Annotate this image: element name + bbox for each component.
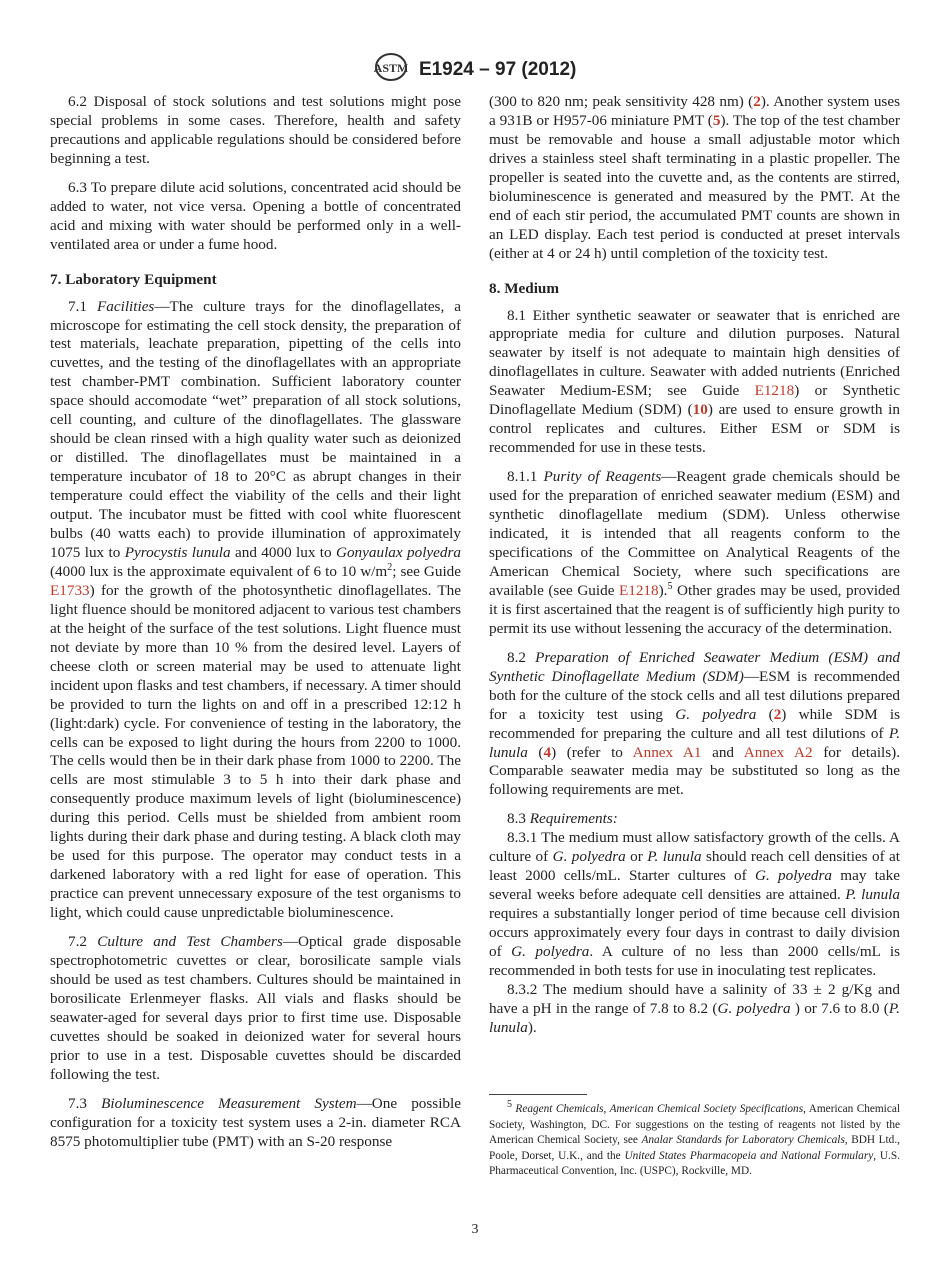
paragraph <box>489 93 900 264</box>
paragraph <box>489 981 900 1038</box>
paragraph <box>489 468 900 639</box>
reference-link[interactable]: 2 <box>773 705 782 723</box>
text-run: ). <box>527 1018 537 1036</box>
text-run: —One possible configuration for a toxicity test system uses a 2-in. diameter RCA 8575 photomultiplier tube (PMT) with an S-20 response <box>50 1094 461 1150</box>
text-run: , American Chemical Society, Washington, DC. For suggestions on the testing of reagents not listed by the American Chemical Society, see <box>489 1103 900 1146</box>
reference-link[interactable]: Annex A1 <box>632 743 702 761</box>
text-run: ) for the growth of the photosynthetic dinoflagellates. The light fluence should be monitored adjacent to various test chambers at the height of the surface of the test solutions. Light fluence must not deviate by more than 10 % from the desired level. Layers of cheese cloth or screen material may be used to attenuate light incident upon flasks and test chambers, if necessary. A timer should be provided to turn the lights on and off in a prescribed 12:12 h (light:dark) cycle. For convenience of testing in the laboratory, the cells can be exposed to light during the hours from 2200 to 1000. The cells would then be in their dark phase from 1000 to 2200. The cells are most stimulable 3 to 5 h into their dark phase and consequently produce maximum levels of light (bioluminescence) during this period. Cells must be shielded from ambient room lights during their dark phase and during testing. A black cloth may be used for this purpose. The operator may conduct tests in a darkened laboratory with a red light for ease of operation. This practice can prevent unnecessary exposure of the test organisms to light, which could cause unpredictable bioluminescence. <box>50 581 461 922</box>
right-column <box>489 93 900 1038</box>
reference-link[interactable]: 5 <box>712 111 721 129</box>
superscript: 5 <box>667 580 673 592</box>
page-header <box>0 52 950 88</box>
footnote-divider <box>489 1094 587 1095</box>
paragraph <box>50 298 461 923</box>
text-run: P. lunula <box>647 848 702 866</box>
paragraph <box>489 649 900 801</box>
reference-link[interactable]: Annex A2 <box>743 743 813 761</box>
reference-link[interactable]: E1733 <box>50 581 90 599</box>
text-run: or <box>625 848 648 866</box>
text-run: G. polyedra <box>675 705 757 723</box>
text-run: . A culture of no less than 2000 cells/mL is recommended in both tests for use in inoculating test replicates. <box>489 943 900 979</box>
reference-link[interactable]: 2 <box>753 93 761 110</box>
text-run: ; see Guide <box>392 562 462 580</box>
reference-link[interactable]: 4 <box>543 743 552 761</box>
text-run: ) while SDM is recommended for preparing the culture and all test dilutions of <box>489 705 900 742</box>
text-run: (4000 lux is the approximate equivalent of 6 to 10 w/m <box>50 562 388 580</box>
svg-text:ASTM: ASTM <box>373 61 408 75</box>
text-run: Gonyaulax polyedra <box>336 543 461 561</box>
text-run: Culture and Test Chambers <box>97 933 283 951</box>
text-run: 8. Medium <box>489 279 560 297</box>
text-run: ) or Synthetic Dinoflagellate Medium (SDM) ( <box>489 382 901 419</box>
text-run: may take several weeks before adequate cell densities are attained. <box>489 867 900 904</box>
text-run: G. polyedra <box>511 943 590 961</box>
text-run: G. polyedra <box>717 999 791 1017</box>
text-run: Purity of Reagents <box>543 468 662 486</box>
text-run: , BDH Ltd., Poole, Dorset, U.K., and the <box>489 1134 900 1162</box>
text-run: 8.2 <box>507 648 536 666</box>
text-run: ) or 7.6 to 8.0 ( <box>790 999 889 1017</box>
text-run: should reach cell densities of at least 2000 cells/mL. Starter cultures of <box>489 848 900 885</box>
page-number: 3 <box>471 1222 479 1237</box>
text-run: Preparation of Enriched Seawater Medium (ESM) and Synthetic Dinoflagellate Medium (SDM) <box>489 648 901 685</box>
text-run: P. lunula <box>845 886 900 904</box>
superscript: 5 <box>507 1099 512 1111</box>
paragraph <box>50 93 461 169</box>
text-run: and 4000 lux to <box>230 543 336 561</box>
text-run: (300 to 820 nm; peak sensitivity 428 nm) ( <box>489 93 754 110</box>
reference-link[interactable]: E1218 <box>618 581 659 599</box>
text-run: 8.3 <box>507 810 530 828</box>
paragraph <box>50 179 461 255</box>
paragraph <box>489 307 900 459</box>
paragraph <box>50 1095 461 1152</box>
text-run: , U.S. Pharmaceutical Convention, Inc. (USPC), Rockville, MD. <box>489 1149 900 1177</box>
paragraph <box>50 933 461 1085</box>
text-run: 8.3.2 The medium should have a salinity of 33 ± 2 g/Kg and have a pH in the range of 7.8 to 8.2 ( <box>489 980 900 1017</box>
footnote-5 <box>489 1099 900 1180</box>
text-run: ). Another system uses a 931B or H957-06 miniature PMT ( <box>489 93 900 129</box>
text-run: ) are used to ensure growth in control replicates and cultures. Either ESM or SDM is recommended for use in these tests. <box>489 401 900 457</box>
text-run: ( <box>527 743 544 761</box>
text-run: —Reagent grade chemicals should be used for the preparation of enriched seawater medium (ESM) and synthetic dinoflagellate medium (SDM). Unless otherwise indicated, it is intended that all reagents conform to the specifications of the Committee on Analytical Reagents of the American Chemical Society, where such specifications are available (see Guide <box>489 468 901 599</box>
text-run: 6.3 To prepare dilute acid solutions, concentrated acid should be added to water, not vice versa. Opening a bottle of concentrated acid and mixing with water should be performed only in a well-ventilated area or under a fume hood. <box>50 178 461 253</box>
text-run: Facilities <box>96 297 155 315</box>
text-run: Other grades may be used, provided it is first ascertained that the reagent is of sufficiently high purity to permit its use without lessening the accuracy of the determination. <box>489 581 900 637</box>
document-designation: E1924 – 97 (2012) <box>418 59 577 80</box>
text-run: 8.3.1 The medium must allow satisfactory growth of the cells. A culture of <box>489 829 900 866</box>
paragraph <box>489 810 900 829</box>
reference-link[interactable]: E1218 <box>754 382 795 400</box>
text-run: —ESM is recommended both for the culture of the stock cells and all test dilutions prepared for a toxicity test using <box>489 667 900 723</box>
text-run: ( <box>756 705 774 723</box>
text-run: ) (refer to <box>551 743 633 761</box>
text-run: 7. Laboratory Equipment <box>50 270 217 288</box>
text-run: Requirements: <box>529 810 618 828</box>
text-run: G. polyedra <box>754 867 833 885</box>
reference-link[interactable]: 10 <box>692 401 708 419</box>
text-run: and <box>701 743 744 761</box>
section-heading <box>50 271 461 290</box>
text-run: 7.3 <box>68 1094 102 1112</box>
superscript: 2 <box>387 561 393 573</box>
astm-logo-icon <box>374 52 408 88</box>
section-heading <box>489 280 900 299</box>
text-run: ). <box>658 581 668 599</box>
text-run: Pyrocystis lunula <box>124 543 231 561</box>
text-run: —Optical grade disposable spectrophotometric cuvettes or clear, borosilicate sample vials should be used as test chambers. Cultures should be maintained in borosilicate Erlenmeyer flasks. All vials and flasks should be seawater-aged for several days prior to first time use. Disposable cuvettes should be soaked in deionized water for several hours prior to use in a test. Disposable cuvettes should be discarded following the test. <box>50 933 462 1083</box>
text-run: Analar Standards for Laboratory Chemicals <box>641 1134 845 1146</box>
text-run: Bioluminescence Measurement System <box>101 1094 357 1112</box>
text-run: for details). Comparable seawater media may be substituted so long as the following requirements are met. <box>489 743 901 799</box>
text-run: P. lunula <box>489 724 900 761</box>
text-run: 8.1 Either synthetic seawater or seawater that is enriched are appropriate media for culture and dilution purposes. Natural seawater by itself is not adequate to maintain high densities of dinoflagellates in culture. Seawater with added nutrients (Enriched Seawater Medium-ESM; see Guide <box>489 306 900 400</box>
text-run: 6.2 Disposal of stock solutions and test solutions might pose special problems in some cases. Therefore, health and safety precautions and applicable regulations should be considered before beginning a test. <box>50 93 461 167</box>
text-run: G. polyedra <box>552 848 626 866</box>
paragraph <box>489 829 900 981</box>
text-run: —The culture trays for the dinoflagellates, a microscope for estimating the cell stock density, the preparation of test materials, leachate preparation, pipetting of the cells into cuvettes, and the testing of the dinoflagellates with an appropriate test chamber-PMT combination. Sufficient laboratory counter space should accomodate “wet” preparation of all stock solutions, cell counting, and culture of the dinoflagellates. The glassware should be clean rinsed with a high quality water such as deionized or distilled. The dinoflagellates must be maintained in a temperature incubator of 18 to 20°C as abrupt changes in their temperature could effect the viability of the cells and their light output. The incubator must be fitted with cool white fluorescent bulbs (40 watts each) to provide illumination of approximately 1075 lux to <box>50 297 461 561</box>
footnote <box>489 1099 900 1180</box>
text-run: Reagent Chemicals, American Chemical Society Specifications <box>512 1103 804 1115</box>
text-run: P. lunula <box>489 999 900 1036</box>
text-run: ). The top of the test chamber must be removable and house a small adjustable motor which drives a stainless steel shaft terminating in a plastic propeller. The propeller is seated into the cuvette and, as the contents are stirred, bioluminescence is generated and measured by the PMT. At the end of each stir period, the accumulated PMT counts are shown in an LED display. Each test period is conducted at preset intervals (either at 4 or 24 h) until completion of the toxicity test. <box>489 111 900 262</box>
left-column <box>50 93 461 1162</box>
text-run: 8.1.1 <box>507 468 544 486</box>
text-run: requires a substantially longer period of time because cell division occurs approximately every four days in contrast to daily division of <box>489 905 900 961</box>
text-run: 7.2 <box>68 933 98 951</box>
text-run: United States Pharmacopeia and National Formulary <box>624 1149 874 1162</box>
text-run: 7.1 <box>68 297 97 315</box>
